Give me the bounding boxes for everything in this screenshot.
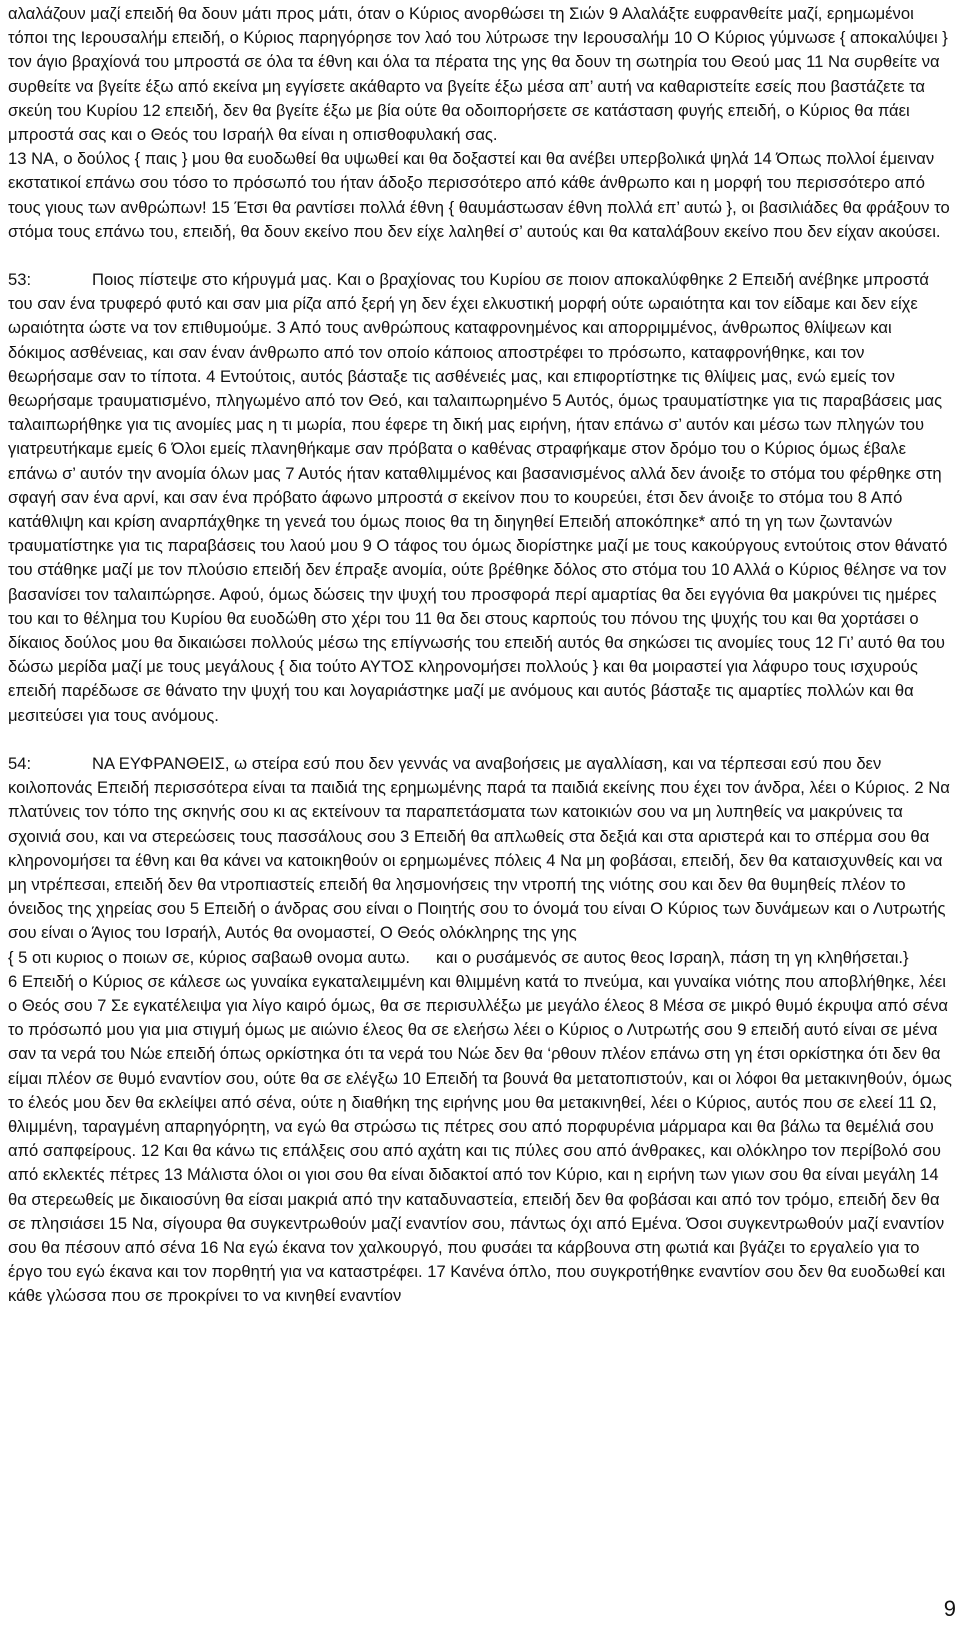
chapter-54-note-part-b: και ο ρυσάμενός σε αυτος θεος Ισραηλ, πάση τη γη κληθήσεται.} bbox=[436, 947, 909, 967]
chapter-54-note bbox=[8, 946, 953, 970]
chapter-54-paragraph-b: 6 Επειδή ο Κύριος σε κάλεσε ως γυναίκα εγκαταλειμμένη και θλιμμένη κατά το πνεύμα, και γυναίκα νιότης που αποβλήθηκε, λέει ο Θεός σου 7 Σε εγκατέλειψα για λίγο καιρό όμως, θα σε περισυλλέξω με μεγάλο έλεος 8 Μέσα σε μικρό θυμό έκρυψα από σένα το πρόσωπό μου για μια στιγμή όμως με αιώνιο έλεος θα σε ελεήσω λέει ο Κύριος ο Λυτρωτής σου 9 επειδή αυτό είναι σε μένα σαν τα νερά του Νώε επειδή όπως ορκίστηκα ότι τα νερά του Νώε δεν θα ‘ρθουν πλέον επάνω στη γη έτσι ορκίστηκα ότι δεν θα είμαι πλέον σε θυμό εναντίον σου, ούτε θα σε ελέγξω 10 Επειδή τα βουνά θα μετατοπιστούν, και οι λόφοι θα μετακινηθούν, όμως το έλεός μου δεν θα εκλείψει από σένα, ούτε η διαθήκη της ειρήνης μου θα μετακινηθεί, λέει ο Κύριος, αυτός που σε ελεεί 11 Ω, θλιμμένη, ταραγμένη απαρηγόρητη, να εγώ θα στρώσω τις πέτρες σου από πορφυρένια μάρμαρα και θα βάλω τα θεμέλιά σου από σαπφείρους. 12 Και θα κάνω τις επάλξεις σου από αχάτη και τις πύλες σου από άνθρακες, και ολόκληρο τον περίβολό σου από εκλεκτές πέτρες 13 Μάλιστα όλοι οι γιοι σου θα είναι διδακτοί από τον Κύριο, και η ειρήνη των γιων σου θα είναι μεγάλη 14 θα στερεωθείς με δικαιοσύνη θα είσαι μακριά από την καταδυναστεία, επειδή δεν θα φοβάσαι και από τον τρόμο, επειδή δεν θα σε πλησιάσει 15 Να, σίγουρα θα συγκεντρωθούν μαζί εναντίον σου, πάντως όχι από Εμένα. Όσοι συγκεντρωθούν μαζί εναντίον σου θα πέσουν από σένα 16 Να εγώ έκανα τον χαλκουργό, που φυσάει τα κάρβουνα στη φωτιά και βγάζει το εργαλείο για το έργο του εγώ έκανα και τον πορθητή για να καταστρέφει. 17 Κανένα όπλο, που συγκροτήθηκε εναντίον σου δεν θα ευοδωθεί και κάθε γλώσσα που σε προκρίνει το να κινηθεί εναντίον bbox=[8, 971, 952, 1306]
chapter-54-text: ΝΑ ΕΥΦΡΑΝΘΕΙΣ, ω στείρα εσύ που δεν γεννάς να αναβοήσεις με αγαλλίαση, και να τέρπεσαι εσύ που δεν κοιλοπονάς Επειδή περισσότερα είναι τα παιδιά της ερημωμένης παρά τα παιδιά εκείνης που έχει τον άνδρα, λέει ο Κύριος. 2 Να πλατύνεις τον τόπο της σκηνής σου κι ας εκτείνουν τα παραπετάσματα των κατοικιών σου να μη λυπηθείς να μακρύνεις τα σχοινιά σου, και να στερεώσεις τους πασσάλους σου 3 Επειδή θα απλωθείς στα δεξιά και στα αριστερά και το σπέρμα σου θα κληρονομήσει τα έθνη και θα κάνει να κατοικηθούν οι ερημωμένες πόλεις 4 Να μη φοβάσαι, επειδή, δεν θα καταισχυνθείς και να μη ντρέπεσαι, επειδή δεν θα ντροπιαστείς επειδή θα λησμονήσεις την ντροπή της νιότης σου και δεν θα θυμηθείς πλέον το όνειδος της χηρείας σου 5 Επειδή ο άνδρας σου είναι ο Ποιητής σου το όνομά του είναι Ο Κύριος των δυνάμεων και ο Λυτρωτής σου είναι ο Άγιος του Ισραήλ, Αυτός θα ονομαστεί, Ο Θεός ολόκληρης της γης bbox=[8, 753, 950, 943]
paragraph-spacer bbox=[8, 244, 960, 268]
chapter-54-paragraph bbox=[8, 752, 953, 946]
chapter-52-paragraph-b: 13 ΝΑ, ο δούλος { παις } μου θα ευοδωθεί θα υψωθεί και θα δοξαστεί και θα ανέβει υπερβολικά ψηλά 14 Όπως πολλοί έμειναν εκστατικοί επάνω σου τόσο το πρόσωπό του ήταν άδοξο περισσότερο από κάθε άνθρωπο και η μορφή του περισσότερο από τους γιους των ανθρώπων! 15 Έτσι θα ραντίσει πολλά έθνη { θαυμάστωσαν έθνη πολλά επ’ αυτώ }, οι βασιλιάδες θα φράξουν το στόμα τους επάνω του, επειδή, θα δουν εκείνο που δεν είχε λαληθεί σ’ αυτούς και θα καταλάβουν εκείνο που δεν είχαν ακούσει. bbox=[8, 149, 950, 241]
chapter-53-text: Ποιος πίστεψε στο κήρυγμά μας. Και ο βραχίονας του Κυρίου σε ποιον αποκαλύφθηκε 2 Επειδή ανέβηκε μπροστά του σαν ένα τρυφερό φυτό και σαν μια ρίζα από ξερή γη δεν έχει ελκυστική μορφή ούτε ωραιότητα και τον είδαμε και δεν είχε ωραιότητα ώστε να τον επιθυμούμε. 3 Από τους ανθρώπους καταφρονημένος και απορριμμένος, άνθρωπος θλίψεων και δόκιμος ασθένειας, και σαν έναν άνθρωπο από τον οποίο κάποιος αποστρέφει το πρόσωπο, καταφρονήθηκε, και τον θεωρήσαμε σαν το τίποτα. 4 Εντούτοις, αυτός βάσταξε τις ασθένειές μας, και επιφορτίστηκε τις θλίψεις μας, ενώ εμείς τον θεωρήσαμε τραυματισμένο, πληγωμένο από τον Θεό, και ταλαιπωρημένο 5 Αυτός, όμως τραυματίστηκε για τις παραβάσεις μας ταλαιπωρήθηκε για τις ανομίες μας η τι μωρία, που έφερε τη δική μας ειρήνη, ήταν επάνω σ’ αυτόν και μέσω των πληγών του γιατρευτήκαμε εμείς 6 Όλοι εμείς πλανηθήκαμε σαν πρόβατα ο καθένας στραφήκαμε στον δρόμο του ο Κύριος όμως έβαλε επάνω σ’ αυτόν την ανομία όλων μας 7 Αυτός ήταν καταθλιμμένος και βασανισμένος αλλά δεν άνοιξε το στόμα του φέρθηκε στη σφαγή σαν ένα αρνί, και σαν ένα πρόβατο άφωνο μπροστά σ εκείνον που το κουρεύει, έτσι δεν άνοιξε το στόμα του 8 Από κατάθλιψη και κρίση αναρπάχθηκε τη γενεά του όμως ποιος θα τη διηγηθεί Επειδή αποκόπηκε* από τη γη των ζωντανών τραυματίστηκε για τις παραβάσεις του λαού μου 9 Ο τάφος του όμως διορίστηκε μαζί με τους κακούργους εντούτοις στον θάνατό του στάθηκε μαζί με τον πλούσιο επειδή δεν έπραξε ανομία, ούτε βρέθηκε δόλος στο στόμα του 10 Αλλά ο Κύριος θέλησε να τον βασανίσει τον ταλαιπώρησε. Αφού, όμως δώσεις την ψυχή του προσφορά περί αμαρτίας θα δει εγγόνια θα μακρύνει τις ημέρες του και το θέλημα του Κυρίου θα ευοδώθη στο χέρι του 11 θα δει στους καρπούς του πόνου της ψυχής του και θα χορτάσει ο δίκαιος δούλος μου θα δικαιώσει πολλούς μέσω της επίγνωσής του επειδή αυτός θα σηκώσει τις ανομίες τους 12 Γι’ αυτό θα του δώσω μερίδα μαζί με τους μεγάλους { δια τούτο ΑΥΤΟΣ κληρονομήσει πολλούς } και θα μοιραστεί για λάφυρο τους ισχυρούς επειδή παρέδωσε σε θάνατο την ψυχή του και λογαριάστηκε μαζί με ανόμους και αυτός βάσταξε τις αμαρτίες πολλών και θα μεσιτεύσει για τους ανόμους. bbox=[8, 270, 948, 725]
chapter-54-note-part-a: { 5 οτι κυριος ο ποιων σε, κύριος σαβαωθ ονομα αυτω. bbox=[8, 947, 411, 967]
chapter-53-paragraph bbox=[8, 268, 953, 728]
paragraph-spacer bbox=[8, 728, 960, 752]
chapter-54-label: 54: bbox=[8, 753, 32, 773]
page-number: 9 bbox=[943, 1596, 956, 1621]
chapter-52-paragraph-a: αλαλάζουν μαζί επειδή θα δουν μάτι προς μάτι, όταν ο Κύριος ανορθώσει τη Σιών 9 Αλαλάξτε ευφρανθείτε μαζί, ερημωμένοι τόποι της Ιερουσαλήμ επειδή, ο Κύριος παρηγόρησε τον λαό του λύτρωσε την Ιερουσαλήμ 10 Ο Κύριος γύμνωσε { αποκαλύψει } τον άγιο βραχίονά του μπροστά σε όλα τα έθνη και όλα τα πέρατα της γης θα δουν τη σωτηρία του Θεού μας 11 Να συρθείτε να συρθείτε να βγείτε έξω από εκείνα μη εγγίσετε ακάθαρτο να βγείτε έξω μέσα απ’ αυτή να καθαριστείτε εσείς που βαστάζετε τα σκεύη του Κυρίου 12 επειδή, δεν θα βγείτε έξω με βία ούτε θα οδοιπορήσετε σε κατάσταση φυγής επειδή, ο Κύριος θα πάει μπροστά σας και ο Θεός του Ισραήλ θα είναι η οπισθοφυλακή σας. bbox=[8, 4, 948, 145]
chapter-53-label: 53: bbox=[8, 270, 32, 290]
